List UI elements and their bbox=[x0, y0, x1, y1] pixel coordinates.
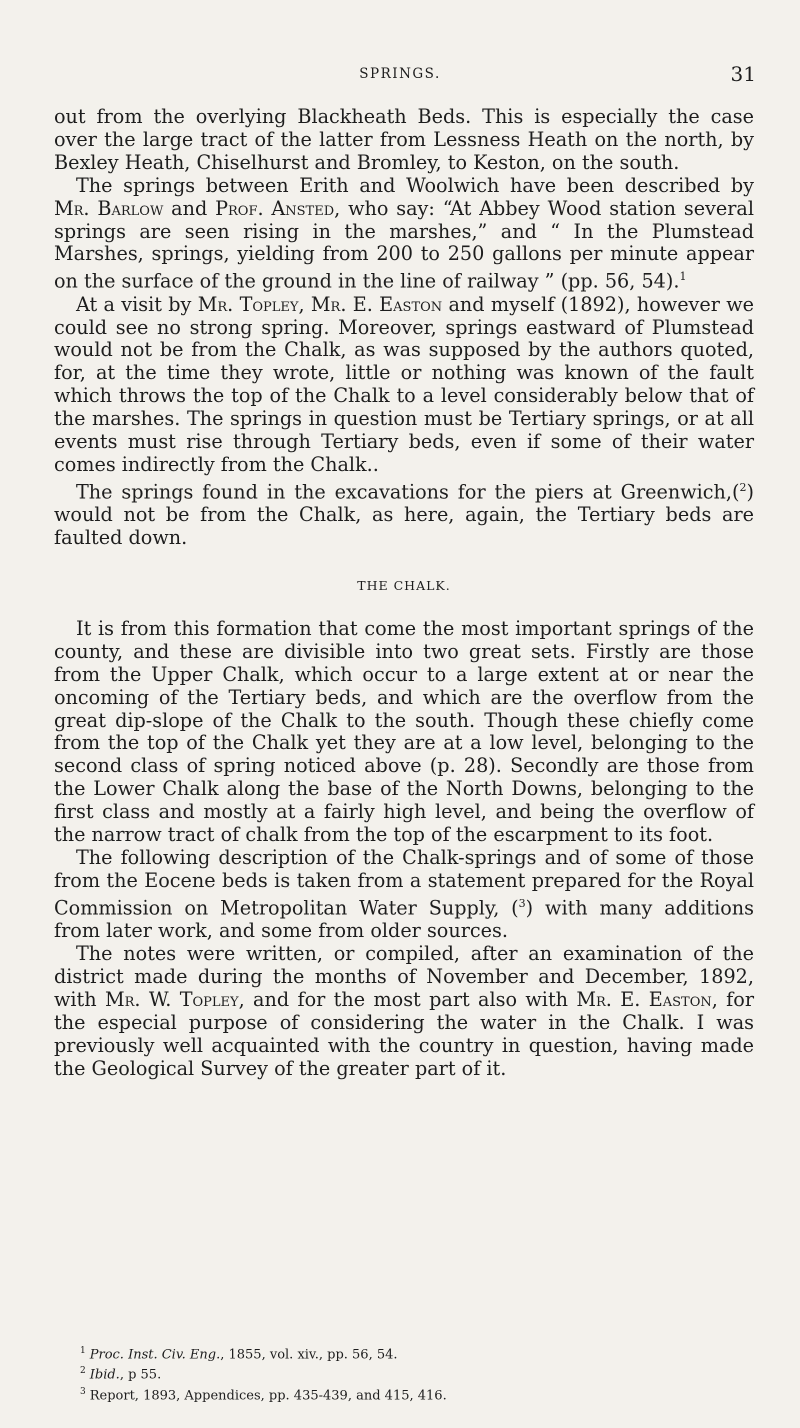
person-name: Mr. W. Topley bbox=[104, 987, 239, 1011]
footnotes bbox=[80, 1343, 760, 1404]
paragraph-5: It is from this formation that come the most important springs of the county, and these are divisible into two great sets. Firstly are those from the Upper Chalk, which occur to a large extent at or near the oncoming of the Tertiary beds, and which are the overflow from the great dip-slope of the Chalk to the south. Though these chiefly come from the top of the Chalk yet they are at a low level, belonging to the second class of spring noticed above (p. 28). Secondly are those from the Lower Chalk along the base of the North Downs, belonging to the first class and mostly at a fairly high level, and being the overflow of the narrow tract of chalk from the top of the escarpment to its foot. bbox=[54, 616, 754, 847]
paragraph-6: The following description of the Chalk-springs and of some of those from the Eocene beds is taken from a statement prepared for the Royal Commission on Metropolitan Water Supply, ($^3$) with many additions from later work, and some from older sources. bbox=[54, 845, 754, 943]
person-name: Mr. E. Easton bbox=[576, 987, 712, 1011]
paragraph-1: out from the overlying Blackheath Beds. This is especially the case over the large tract of the latter from Lessness Heath on the north, by Bexley Heath, Chiselhurst and Bromley, to Keston, on the south. bbox=[54, 105, 754, 174]
footnote-1: $^1$ Proc. Inst. Civ. Eng., 1855, vol. xiv., pp. 56, 54. bbox=[80, 1346, 398, 1363]
page-header bbox=[0, 62, 800, 90]
person-name: Mr. Topley bbox=[197, 292, 299, 316]
author-name: Prof. Ansted bbox=[215, 196, 335, 220]
paragraph-7: The notes were written, or compiled, after an examination of the district made during the months of November and December, 1892, with Mr. W. Topley, and for the most part also with Mr. E. Easton, for the especial purpose of considering the water in the Chalk. I was previously well acquainted with the country in question, having made the Geological Survey of the greater part of it. bbox=[54, 941, 755, 1080]
footnote-ref: 2 bbox=[739, 480, 747, 494]
page-number: 31 bbox=[730, 62, 756, 86]
footnote-2: $^2$ Ibid., p 55. bbox=[80, 1366, 162, 1383]
footnote-ref: 1 bbox=[679, 270, 687, 284]
paragraph-2: The springs between Erith and Woolwich have been described by Mr. Barlow and Prof. Ansted, who say: “At Abbey Wood station several springs are seen rising in the marshes,” and “ In the Plumstead Marshes, springs, yielding from 200 to 250 gallons per minute appear on the surface of the ground in the line of railway ” (pp. 56, 54).$^1$ bbox=[54, 173, 754, 293]
section-heading: THE CHALK. bbox=[357, 578, 451, 593]
person-name: Mr. E. Easton bbox=[310, 292, 443, 316]
running-head: SPRINGS. bbox=[359, 66, 441, 82]
body-text bbox=[54, 106, 754, 1080]
paragraph-3: At a visit by Mr. Topley, Mr. E. Easton and myself (1892), however we could see no strong spring. Moreover, springs eastward of Plumstead would not be from the Chalk, as was supposed by the authors quoted, for, at the time they wrote, little or nothing was known of the fault which throws the top of the Chalk to a level considerably below that of the marshes. The springs in question must be Tertiary springs, or at all events must rise through Tertiary beds, even if some of their water comes indirectly from the Chalk.. bbox=[54, 292, 755, 476]
paragraph-4: The springs found in the excavations for the piers at Greenwich,($^2$) would not be from the Chalk, as here, again, the Tertiary beds are faulted down. bbox=[54, 480, 754, 550]
footnote-ref: 3 bbox=[518, 896, 526, 910]
author-name: Mr. Barlow bbox=[54, 196, 164, 220]
footnote-3: $^3$ Report, 1893, Appendices, pp. 435-439, and 415, 416. bbox=[80, 1386, 447, 1403]
